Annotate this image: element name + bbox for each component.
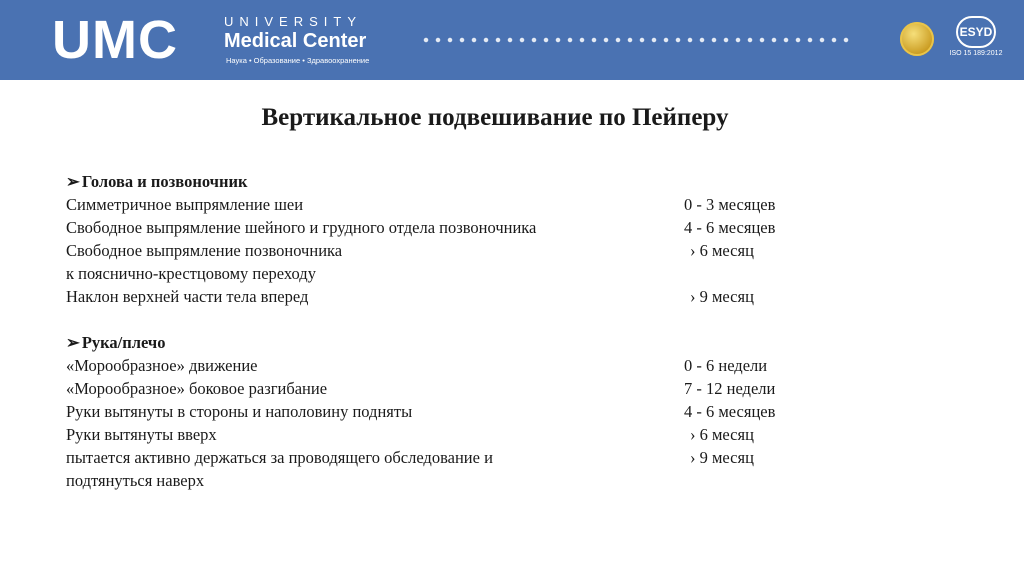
item-age: 0 - 6 недели — [684, 356, 768, 375]
item-label: Руки вытянуты в стороны и наполовину подняты — [66, 402, 413, 421]
item-label: «Морообразное» движение — [66, 356, 258, 375]
list-item — [66, 423, 946, 446]
logo-university-text: UNIVERSITY — [224, 14, 363, 29]
item-label: подтянуться наверх — [66, 471, 205, 490]
arrow-bullet-icon: ➢ — [66, 172, 80, 191]
list-item — [66, 354, 946, 377]
list-item — [66, 239, 946, 262]
gold-seal-icon — [900, 22, 934, 56]
umc-logo-text: UMC — [52, 10, 178, 70]
list-item — [66, 216, 946, 239]
logo-medical-center-text: Medical Center — [224, 30, 367, 52]
header-banner — [0, 0, 1024, 80]
section-heading-head-spine — [66, 170, 946, 193]
iso-standard-text: ISO 15 189:2012 — [949, 50, 1003, 57]
list-item — [66, 285, 946, 308]
item-age: › 6 месяц — [690, 241, 754, 260]
list-item — [66, 262, 946, 285]
item-age: 4 - 6 месяцев — [684, 402, 776, 421]
section-heading-arm-shoulder — [66, 331, 946, 354]
section-heading-text: Рука/плечо — [81, 333, 166, 352]
esyd-logo-icon: ESYD — [956, 16, 996, 48]
item-age: 4 - 6 месяцев — [684, 218, 776, 237]
logo-tagline-text: Наука • Образование • Здравоохранение — [226, 56, 370, 65]
list-item — [66, 446, 946, 469]
slide-title: Вертикальное подвешивание по Пейперу — [261, 104, 729, 131]
item-label: Симметричное выпрямление шеи — [66, 195, 304, 214]
item-age: › 6 месяц — [690, 425, 754, 444]
item-age: › 9 месяц — [690, 448, 754, 467]
arrow-bullet-icon: ➢ — [66, 333, 80, 352]
section-heading-text: Голова и позвоночник — [81, 172, 248, 191]
item-label: Руки вытянуты вверх — [66, 425, 217, 444]
item-label: пытается активно держаться за проводящего обследование и — [66, 448, 493, 467]
dotted-divider — [420, 36, 850, 44]
list-item — [66, 377, 946, 400]
list-item — [66, 469, 946, 492]
item-age: 7 - 12 недели — [684, 379, 776, 398]
item-age: 0 - 3 месяцев — [684, 195, 776, 214]
list-item — [66, 400, 946, 423]
certification-logo — [948, 16, 1004, 66]
section-spacer — [66, 308, 946, 331]
slide-content — [66, 170, 946, 492]
item-label: Наклон верхней части тела вперед — [66, 287, 309, 306]
item-age: › 9 месяц — [690, 287, 754, 306]
item-label: Свободное выпрямление позвоночника — [66, 241, 343, 260]
item-label: Свободное выпрямление шейного и грудного отдела позвоночника — [66, 218, 537, 237]
umc-logo — [52, 10, 178, 70]
list-item — [66, 193, 946, 216]
item-label: к пояснично-крестцовому переходу — [66, 264, 316, 283]
item-label: «Морообразное» боковое разгибание — [66, 379, 328, 398]
